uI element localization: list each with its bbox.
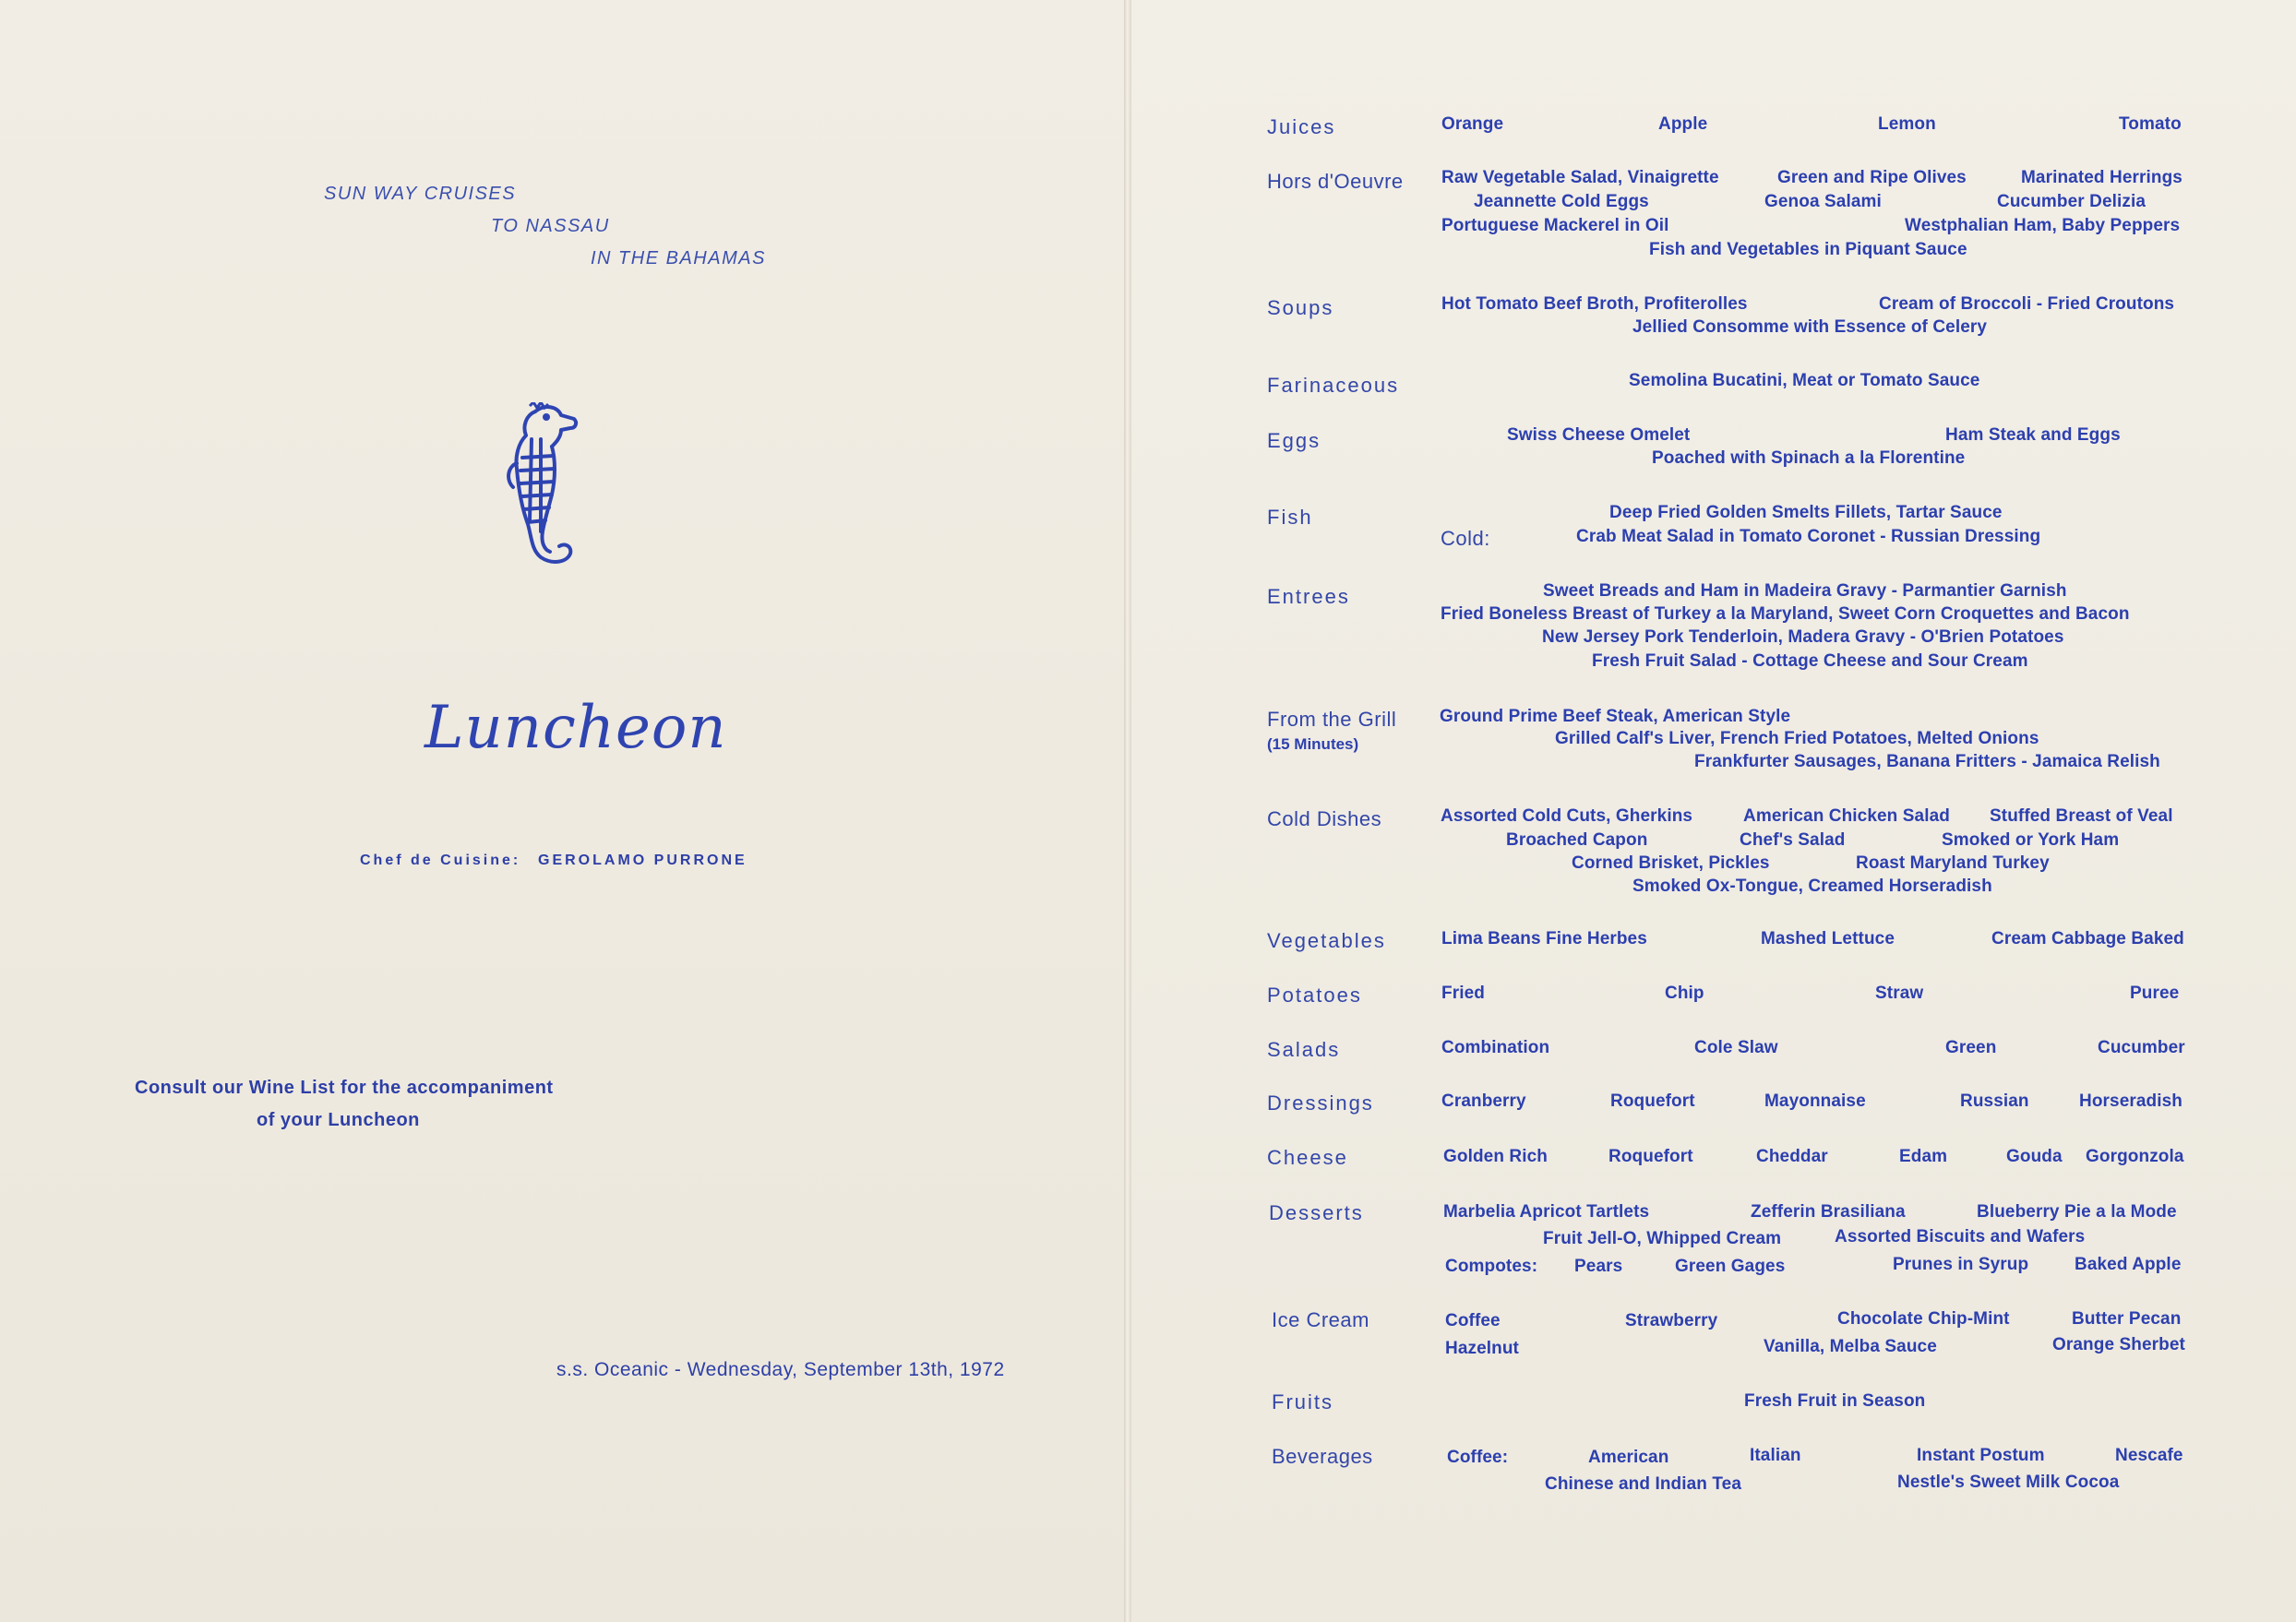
category-fish: Fish [1267,506,1313,529]
category-salads: Salads [1267,1038,1341,1061]
menu-item: Prunes in Syrup [1893,1255,2029,1274]
menu-item: Orange Sherbet [2052,1335,2185,1354]
menu-item: Green Gages [1675,1257,1786,1276]
category-vegetables: Vegetables [1267,929,1386,952]
category-fruits: Fruits [1272,1390,1333,1413]
menu-item: Chip [1665,984,1704,1003]
menu-item: Frankfurter Sausages, Banana Fritters - Jamaica Relish [1694,752,2160,771]
category-farinaceous: Farinaceous [1267,374,1400,397]
menu-item: Cheddar [1756,1147,1828,1166]
menu-item: Mayonnaise [1764,1091,1866,1111]
category-juices: Juices [1267,115,1336,138]
chef-name: GEROLAMO PURRONE [538,853,747,868]
menu-item: Fried Boneless Breast of Turkey a la Maryland, Sweet Corn Croquettes and Bacon [1441,604,2130,624]
menu-item: Zefferin Brasiliana [1751,1202,1906,1222]
menu-item: Deep Fried Golden Smelts Fillets, Tartar Sauce [1609,503,2003,522]
menu-item: Blueberry Pie a la Mode [1977,1202,2177,1222]
menu-item: Marinated Herrings [2021,168,2182,187]
menu-item: Hot Tomato Beef Broth, Profiterolles [1441,294,1748,314]
menu-item: Smoked or York Ham [1942,830,2120,850]
menu-item: Orange [1441,114,1504,134]
menu-item: Semolina Bucatini, Meat or Tomato Sauce [1629,371,1980,390]
menu-item: Westphalian Ham, Baby Peppers [1905,216,2181,235]
menu-item: Fresh Fruit Salad - Cottage Cheese and Sour Cream [1592,651,2028,671]
menu-item: Vanilla, Melba Sauce [1764,1337,1937,1356]
menu-item: Butter Pecan [2072,1309,2182,1329]
chef-label: Chef de Cuisine: [360,853,521,868]
menu-item: Raw Vegetable Salad, Vinaigrette [1441,168,1719,187]
center-fold [1124,0,1131,1622]
menu-item: Lima Beans Fine Herbes [1441,929,1647,948]
menu-item: Chef's Salad [1740,830,1846,850]
menu-item: Russian [1960,1091,2029,1111]
menu-item: Green [1945,1038,1997,1057]
menu-item: Cranberry [1441,1091,1526,1111]
menu-item: Golden Rich [1443,1147,1548,1166]
category-entrees: Entrees [1267,585,1350,608]
menu-item: Horseradish [2079,1091,2182,1111]
menu-item: Marbelia Apricot Tartlets [1443,1202,1650,1222]
page-title: Luncheon [425,694,727,762]
menu-item: Italian [1750,1446,1801,1465]
menu-item: Portuguese Mackerel in Oil [1441,216,1669,235]
menu-item: Crab Meat Salad in Tomato Coronet - Russian Dressing [1576,527,2041,546]
menu-item: Assorted Biscuits and Wafers [1835,1227,2086,1246]
menu-item: Combination [1441,1038,1550,1057]
menu-item: Apple [1658,114,1708,134]
cruise-line-1: SUN WAY CRUISES [324,184,517,204]
menu-item: Roquefort [1610,1091,1695,1111]
menu-item: Genoa Salami [1764,192,1882,211]
category-potatoes: Potatoes [1267,984,1362,1007]
menu-item: Cucumber Delizia [1997,192,2147,211]
fish-cold-label: Cold: [1441,527,1490,550]
menu-item: Pears [1574,1257,1623,1276]
menu-item: Corned Brisket, Pickles [1572,853,1770,873]
category-beverages: Beverages [1272,1445,1373,1468]
menu-item: Fresh Fruit in Season [1744,1391,1926,1411]
category-eggs: Eggs [1267,429,1321,452]
menu-item: Swiss Cheese Omelet [1507,425,1691,445]
menu-item: Green and Ripe Olives [1777,168,1967,187]
menu-item: Sweet Breads and Ham in Madeira Gravy - Parmantier Garnish [1543,581,2067,601]
category-cheese: Cheese [1267,1146,1348,1169]
menu-item: Stuffed Breast of Veal [1990,806,2173,826]
menu-item: Grilled Calf's Liver, French Fried Potatoes, Melted Onions [1555,729,2039,748]
menu-item: Jeannette Cold Eggs [1474,192,1649,211]
menu-item: Fruit Jell-O, Whipped Cream [1543,1229,1782,1248]
menu-item: Baked Apple [2075,1255,2182,1274]
category-hors-doeuvre: Hors d'Oeuvre [1267,170,1404,193]
ship-date: s.s. Oceanic - Wednesday, September 13th, 1972 [556,1359,1005,1380]
menu-item: Mashed Lettuce [1761,929,1895,948]
menu-item: Assorted Cold Cuts, Gherkins [1441,806,1693,826]
menu-item: American Chicken Salad [1743,806,1950,826]
menu-item: Broached Capon [1506,830,1648,850]
grill-note: (15 Minutes) [1267,735,1359,753]
menu-item: Roquefort [1608,1147,1693,1166]
menu-item: Chinese and Indian Tea [1545,1474,1741,1494]
category-ice-cream: Ice Cream [1272,1308,1369,1331]
menu-item: Tomato [2119,114,2182,134]
menu-item: Smoked Ox-Tongue, Creamed Horseradish [1632,877,1992,896]
menu-item: Fried [1441,984,1485,1003]
menu-item: Jellied Consomme with Essence of Celery [1632,317,1988,337]
menu-item: Straw [1875,984,1924,1003]
menu-item: Cole Slaw [1694,1038,1778,1057]
menu-item: Hazelnut [1445,1339,1519,1358]
wine-note-line-2: of your Luncheon [257,1110,420,1130]
menu-item: Edam [1899,1147,1948,1166]
menu-item: Cucumber [2098,1038,2185,1057]
menu-item: Cream Cabbage Baked [1991,929,2184,948]
menu-item: Lemon [1878,114,1936,134]
menu-item: New Jersey Pork Tenderloin, Madera Gravy - O'Brien Potatoes [1542,627,2064,647]
menu-item: Gouda [2006,1147,2063,1166]
menu-item: American [1588,1448,1669,1467]
menu-item: Ham Steak and Eggs [1945,425,2121,445]
category-desserts: Desserts [1269,1201,1364,1224]
category-soups: Soups [1267,296,1334,319]
category-dressings: Dressings [1267,1091,1374,1115]
wine-note-line-1: Consult our Wine List for the accompaniment [135,1078,554,1098]
menu-item: Coffee [1445,1311,1501,1330]
seahorse-icon [504,402,587,574]
menu-item: Gorgonzola [2086,1147,2184,1166]
beverages-coffee-label: Coffee: [1447,1448,1509,1467]
cruise-line-3: IN THE BAHAMAS [591,248,766,268]
category-grill: From the Grill [1267,708,1397,731]
menu-item: Fish and Vegetables in Piquant Sauce [1649,240,1967,259]
desserts-compotes-label: Compotes: [1445,1257,1538,1276]
menu-item: Nestle's Sweet Milk Cocoa [1897,1473,2120,1492]
menu-item: Cream of Broccoli - Fried Croutons [1879,294,2175,314]
menu-item: Roast Maryland Turkey [1856,853,2050,873]
menu-item: Poached with Spinach a la Florentine [1652,448,1966,468]
menu-item: Strawberry [1625,1311,1718,1330]
category-cold-dishes: Cold Dishes [1267,807,1382,830]
menu-item: Puree [2130,984,2180,1003]
cruise-line-2: TO NASSAU [491,216,610,236]
menu-item: Instant Postum [1917,1446,2045,1465]
menu-item: Ground Prime Beef Steak, American Style [1440,707,1791,726]
menu-item: Chocolate Chip-Mint [1837,1309,2010,1329]
menu-item: Nescafe [2115,1446,2183,1465]
